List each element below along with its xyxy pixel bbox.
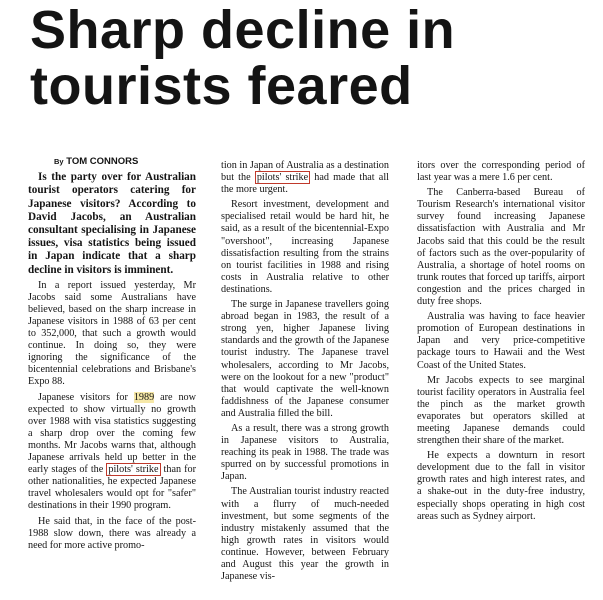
paragraph: He said that, in the face of the post-1988 slow down, there was already a need for more active promo- xyxy=(28,515,196,551)
text-run: had made that all the more urgent. xyxy=(221,172,389,196)
paragraph: In a report issued yesterday, Mr Jacobs said some Australians have believed, based on the sharp increase in Japanese visitors in 1988 of 63 per cent to 352,000, that such a growth would continue. In doing so, they were ignoring the significance of the bicentennial celebrations and Brisbane's Expo 88. xyxy=(28,279,196,388)
lede-paragraph: Is the party over for Australian tourist operators catering for Japanese visitors? According to David Jacobs, an Australian consultant specialising in Japanese issues, visa statistics being issued in Japan indicate that a sharp decline in visitors is imminent. xyxy=(28,171,196,276)
text-run: Japanese visitors for xyxy=(38,391,134,403)
column-1 xyxy=(28,156,196,555)
headline xyxy=(30,2,590,114)
byline-prefix: By xyxy=(54,157,64,166)
paragraph: Mr Jacobs expects to see marginal tourist facility operators in Australia feel the pinch as the market growth evaporates but operators skilled at meeting Japanese demands could strengthen their share of the market. xyxy=(417,374,585,447)
paragraph: As a result, there was a strong growth in Japanese visitors to Australia, reaching its peak in 1988. The trade was spurred on by successful promotions in Japan. xyxy=(221,422,389,483)
text-run: are now expected to show virtually no growth over 1988 with visa statistics suggesting a sharp drop over the coming few months. Mr Jacobs warns that, although Japanese arrivals held up better in the early stages of the xyxy=(28,391,196,476)
paragraph: Australia was having to face heavier promotion of European destinations in Japan and very price-competitive package tours to Hawaii and the West Coast of the United States. xyxy=(417,311,585,371)
paragraph: The Canberra-based Bureau of Tourism Research's international visitor survey found increasing Japanese dissatisfaction with Australia and Mr Jacobs said that this could be the result of factors such as the over-popularity of Australia, a shortage of hotel rooms on trunk routes that forced up tariffs, airport congestion and the prices charged in duty free shops. xyxy=(417,187,585,308)
paragraph: itors over the corresponding period of last year was a mere 1.6 per cent. xyxy=(417,160,585,184)
headline-line-1: Sharp decline in xyxy=(30,0,456,60)
highlighted-year: 1989 xyxy=(133,391,155,403)
headline-line-2: tourists feared xyxy=(30,56,413,116)
byline-author: TOM CONNORS xyxy=(66,156,139,167)
paragraph: The surge in Japanese travellers going abroad began in 1983, the result of a strong yen, higher Japanese living standards and the growth of the Japanese tourist industry. The Japanese travel wholesalers, according to Mr Jacobs, were on the lookout for a new "product" that would captivate the well-known faddishness of the Japanese consumer and Australia filled the bill. xyxy=(221,299,389,419)
text-run: tion in Japan of Australia as a destination but the xyxy=(221,160,389,184)
text-run: than for other nationalities, he expected Japanese travel wholesalers would opt for "safer" destinations in their 1990 program. xyxy=(28,464,196,512)
paragraph: Resort investment, development and specialised retail would be hard hit, he said, as a result of the bicentennial-Expo "overshoot", increasing Japanese dissatisfaction resulting from the strains on tourist facilities in 1988 and rising costs in Australia relative to other destinations. xyxy=(221,199,389,295)
column-3 xyxy=(417,160,585,526)
paragraph: He expects a downturn in resort development due to the fall in visitor growth rates and high interest rates, and a shake-out in the duty-free industry, especially shops operating in high cost areas such as Sydney airport. xyxy=(417,450,585,522)
paragraph xyxy=(221,160,389,196)
pilots-strike-mark: pilots' strike xyxy=(108,464,159,476)
paragraph xyxy=(28,392,196,513)
paragraph: The Australian tourist industry reacted with a flurry of much-needed investment, but some segments of the industry mistakenly assumed that the high growth rates in visitors would continue. However, between February and August this year the growth in Japanese vis- xyxy=(221,486,389,583)
byline xyxy=(54,156,196,168)
pilots-strike-mark: pilots' strike xyxy=(256,172,309,184)
column-2 xyxy=(221,160,389,586)
